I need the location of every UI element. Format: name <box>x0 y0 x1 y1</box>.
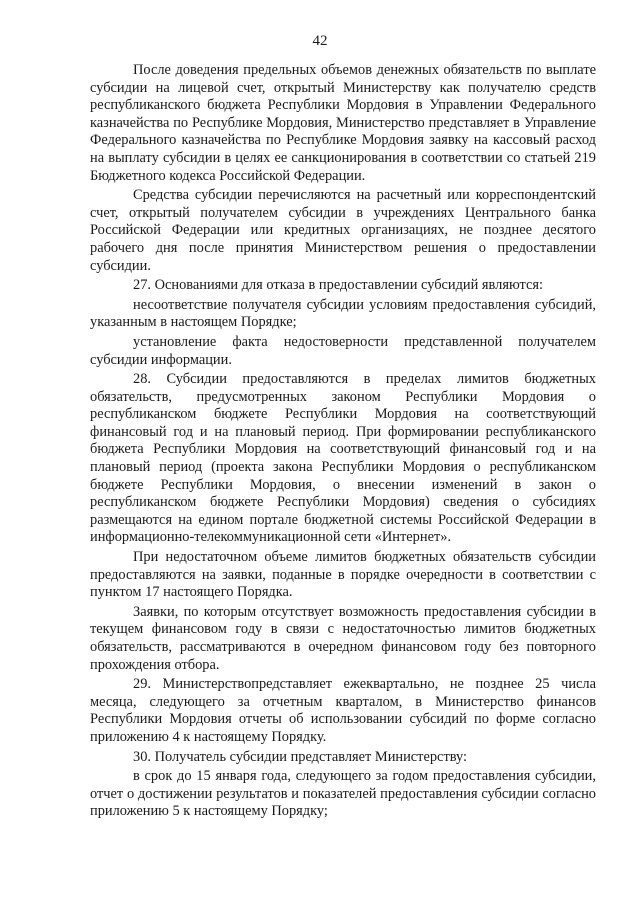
paragraph-funds-transfer: Средства субсидии перечисляются на расчетный или корреспондентский счет, открытый получателем субсидии в учреждениях Центрального банка Российской Федерации или кредитных организациях, не позднее десятого рабочего дня после принятия Министерством решения о предоставлении субсидии. <box>90 187 596 274</box>
document-body <box>90 62 596 821</box>
paragraph-next-year-applications: Заявки, по которым отсутствует возможность предоставления субсидии в текущем финансовом году в связи с недостаточностью лимитов бюджетных обязательств, рассматриваются в очередном финансовом году без повторного прохождения отбора. <box>90 603 596 673</box>
paragraph-27-refusal-grounds: 27. Основаниями для отказа в предоставлении субсидий являются: <box>133 277 543 294</box>
paragraph-28-budget-limits: 28. Субсидии предоставляются в пределах лимитов бюджетных обязательств, предусмотренных законом Республики Мордовия о республиканском бюджете Республики Мордовия на соответствующий финансовый год и на плановый период. При формировании республиканского бюджета Республики Мордовия на соответствующий финансовый год и на плановый период (проекта закона Республики Мордовия о республиканском бюджете Республики Мордовия, о внесении изменений в закон о республиканском бюджете Республики Мордовия) сведения о субсидиях размещаются на едином портале бюджетной системы Российской Федерации в информационно-телекоммуникационной сети «Интернет». <box>90 371 596 546</box>
paragraph-annual-report-deadline: в срок до 15 января года, следующего за годом предоставления субсидии, отчет о достижении результатов и показателей предоставления субсидии согласно приложению 5 к настоящему Порядку; <box>90 768 596 820</box>
paragraph-treasury-request: После доведения предельных объемов денежных обязательств по выплате субсидии на лицевой счет, открытый Министерству как получателю средств республиканского бюджета Республики Мордовия в Управлении Федерального казначейства по Республике Мордовия, Министерство представляет в Управление Федерального казначейства по Республике Мордовия заявку на кассовый расход на выплату субсидии в целях ее санкционирования в соответствии со статьей 219 Бюджетного кодекса Российской Федерации. <box>90 62 596 184</box>
paragraph-insufficient-limits: При недостаточном объеме лимитов бюджетных обязательств субсидии предоставляются на заявки, поданные в порядке очередности в соответствии с пунктом 17 настоящего Порядка. <box>90 549 596 601</box>
paragraph-refusal-noncompliance: несоответствие получателя субсидии условиям предоставления субсидий, указанным в настоящем Порядке; <box>90 296 596 331</box>
paragraph-29-quarterly-reports: 29. Министерствопредставляет ежеквартально, не позднее 25 числа месяца, следующего за отчетным кварталом, в Министерство финансов Республики Мордовия отчеты об использовании субсидий по форме согласно приложению 4 к настоящему Порядку. <box>90 676 596 745</box>
paragraph-refusal-false-info: установление факта недостоверности представленной получателем субсидии информации. <box>90 333 596 368</box>
page-number: 42 <box>312 33 328 49</box>
paragraph-30-recipient-submits: 30. Получатель субсидии представляет Министерству: <box>133 748 468 765</box>
